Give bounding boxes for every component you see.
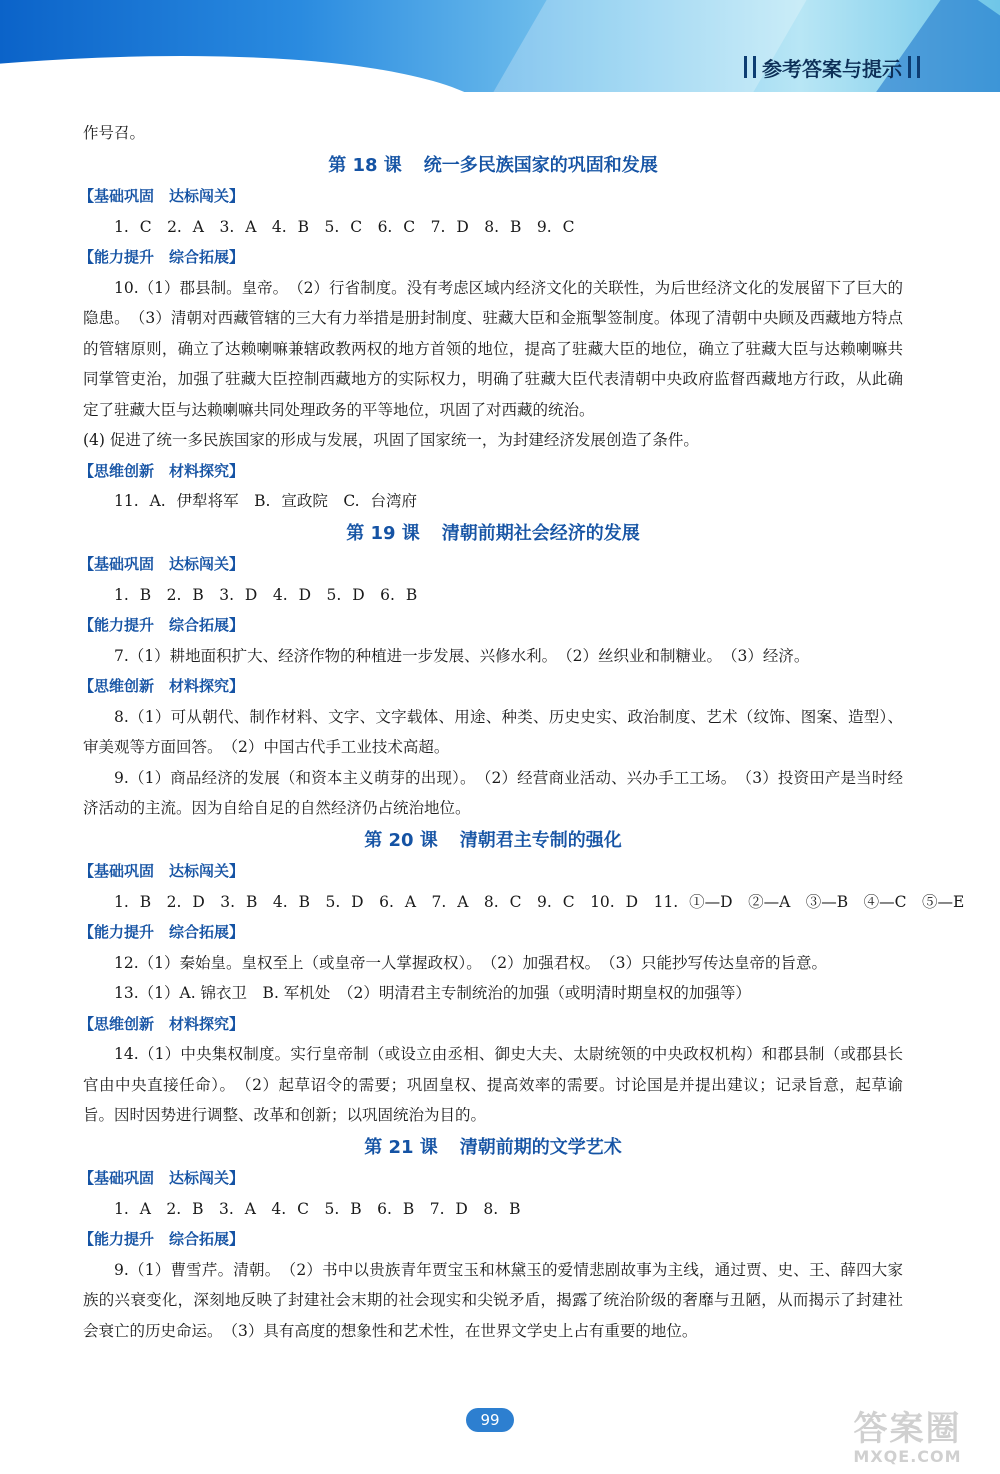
section-heading: 【基础巩固 达标闯关】 xyxy=(79,1169,245,1187)
lesson-number: 第 20 课 xyxy=(364,829,438,851)
lesson-title: 清朝前期社会经济的发展 xyxy=(441,522,640,544)
title-bar-icon xyxy=(753,56,756,78)
answer-line: 1. A 2. B 3. A 4. C 5. B 6. B 7. D 8. B xyxy=(114,1199,521,1218)
lesson-title: 统一多民族国家的巩固和发展 xyxy=(423,154,658,176)
answer-line: 11. A. 伊犁将军 B. 宣政院 C. 台湾府 xyxy=(114,492,418,510)
lesson-heading xyxy=(83,519,903,550)
answer-line: 1. B 2. B 3. D 4. D 5. D 6. B xyxy=(114,585,418,604)
watermark-text: 答案圈 xyxy=(853,1409,962,1449)
answer-paragraph: 13.（1）A. 锦衣卫 B. 军机处 （2）明清君主专制统治的加强（或明清时期皇权的加强等） xyxy=(114,984,751,1002)
header-title xyxy=(744,52,920,82)
answer-paragraph: 8.（1）可从朝代、制作材料、文字、文字载体、用途、种类、历史史实、政治制度、艺术（纹饰、图案、造型）、审美观等方面回答。 （2）中国古代手工业技术高超。 xyxy=(83,707,903,756)
answer-line: 1. B 2. D 3. B 4. B 5. D 6. A 7. A 8. C 9. C 10. D 11. ①—D ②—A ③—B ④—C ⑤—E xyxy=(114,892,965,911)
answer-paragraph: 12.（1）秦始皇。皇权至上（或皇帝一人掌握政权）。 （2）加强君权。 （3）只能抄写传达皇帝的旨意。 xyxy=(114,953,827,972)
text-line: 作号召。 xyxy=(83,124,146,142)
page-number: 99 xyxy=(466,1408,514,1432)
lesson-number: 第 18 课 xyxy=(328,154,402,176)
banner-wave xyxy=(0,11,505,92)
section-heading: 【能力提升 综合拓展】 xyxy=(79,248,245,266)
section-heading: 【基础巩固 达标闯关】 xyxy=(79,862,245,880)
answer-line: 1. C 2. A 3. A 4. B 5. C 6. C 7. D 8. B 9. C xyxy=(114,217,575,236)
answer-paragraph: 7.（1）耕地面积扩大、经济作物的种植进一步发展、兴修水利。 （2）丝织业和制糖业。 （3）经济。 xyxy=(114,646,810,665)
title-bar-icon xyxy=(917,56,920,78)
lesson-title: 清朝君主专制的强化 xyxy=(459,829,622,851)
section-heading: 【能力提升 综合拓展】 xyxy=(79,1230,245,1248)
answer-paragraph: 9.（1）商品经济的发展（和资本主义萌芽的出现）。 （2）经营商业活动、兴办手工工场。 （3）投资田产是当时经济活动的主流。因为自给自足的自然经济仍占统治地位。 xyxy=(83,768,903,817)
section-heading: 【基础巩固 达标闯关】 xyxy=(79,555,245,573)
answer-content xyxy=(79,118,965,1346)
watermark-logo xyxy=(820,1410,995,1470)
section-heading: 【基础巩固 达标闯关】 xyxy=(79,187,245,205)
lesson-title: 清朝前期的文学艺术 xyxy=(459,1136,622,1158)
answer-paragraph: (4) 促进了统一多民族国家的形成与发展，巩固了国家统一，为封建经济发展创造了条件。 xyxy=(83,431,699,449)
header-title-text: 参考答案与提示 xyxy=(762,56,902,81)
title-bar-icon xyxy=(908,56,911,78)
section-heading: 【思维创新 材料探究】 xyxy=(79,461,245,480)
section-heading: 【思维创新 材料探究】 xyxy=(79,1014,245,1033)
lesson-heading xyxy=(83,151,903,182)
section-heading: 【能力提升 综合拓展】 xyxy=(79,923,245,941)
answer-paragraph: 10.（1）郡县制。皇帝。 （2）行省制度。没有考虑区域内经济文化的关联性，为后世经济文化的发展留下了巨大的隐患。 （3）清朝对西藏管辖的三大有力举措是册封制度、驻藏大臣和金瓶掣签制度。体现了清朝中央顾及西藏地方特点的管辖原则，确立了达赖喇嘛兼辖政教两权的地方首领的地位，提高了驻藏大臣的地位，确立了驻藏大臣与达赖喇嘛共同掌管吏治，加强了驻藏大臣控制西藏地方的实际权力，明确了驻藏大臣代表清朝中央政府监督西藏地方行政，从此确定了驻藏大臣与达赖喇嘛共同处理政务的平等地位，巩固了对西藏的统治。 xyxy=(83,278,903,419)
title-bar-icon xyxy=(744,56,747,78)
lesson-heading xyxy=(83,1133,903,1164)
lesson-number: 第 21 课 xyxy=(364,1136,438,1158)
watermark-url: MXQE.COM xyxy=(853,1447,962,1466)
section-heading: 【能力提升 综合拓展】 xyxy=(79,616,245,634)
answer-paragraph: 14.（1）中央集权制度。实行皇帝制（或设立由丞相、御史大夫、太尉统领的中央政权机构）和郡县制（或郡县长官由中央直接任命）。 （2）起草诏令的需要；巩固皇权、提高效率的需要。讨论国是并提出建议；记录旨意，起草谕旨。因时因势进行调整、改革和创新；以巩固统治为目的。 xyxy=(83,1045,903,1124)
section-heading: 【思维创新 材料探究】 xyxy=(79,677,245,695)
lesson-number: 第 19 课 xyxy=(346,522,420,544)
lesson-heading xyxy=(83,826,903,857)
answer-paragraph: 9.（1）曹雪芹。清朝。 （2）书中以贵族青年贾宝玉和林黛玉的爱情悲剧故事为主线，通过贾、史、王、薛四大家族的兴衰变化，深刻地反映了封建社会末期的社会现实和尖锐矛盾，揭露了统治阶级的奢靡与丑陋，从而揭示了封建社会衰亡的历史命运。 （3）具有高度的想象性和艺术性，在世界文学史上占有重要的地位。 xyxy=(83,1260,903,1340)
